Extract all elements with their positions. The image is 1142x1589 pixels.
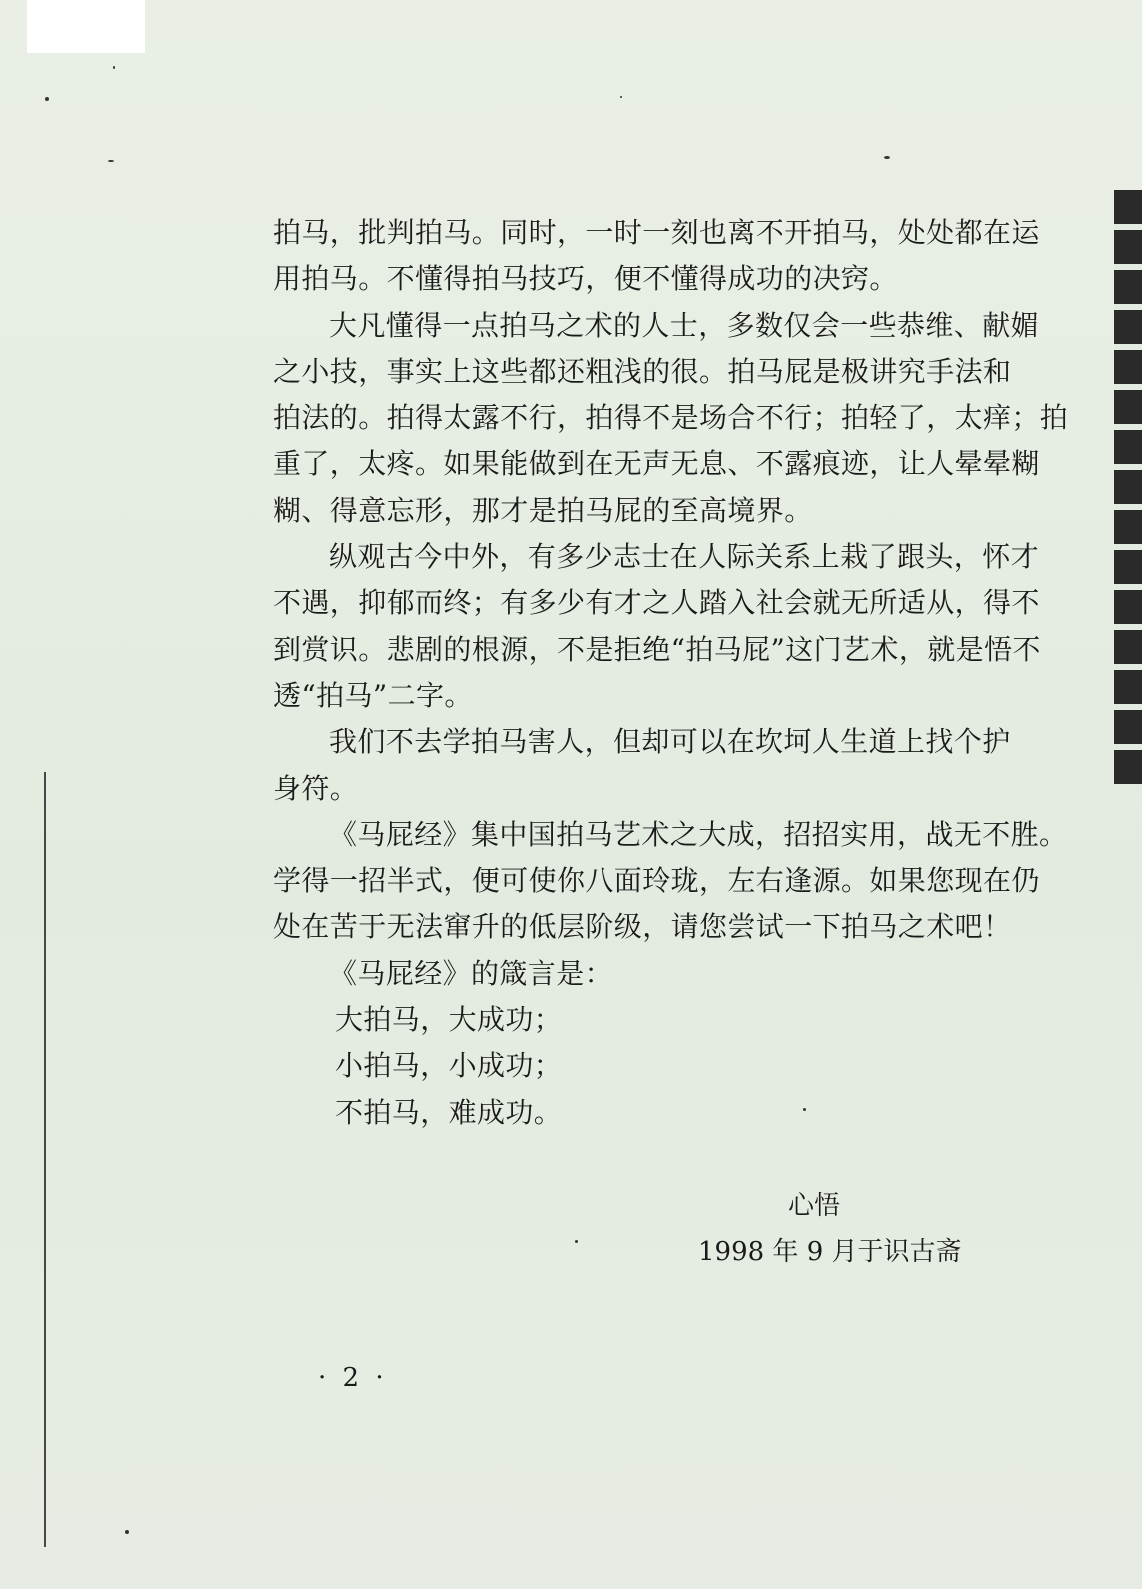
white-patch (27, 0, 145, 53)
text-line: 用拍马。不懂得拍马技巧，便不懂得成功的决窍。 (273, 262, 898, 296)
text-line: 处在苦于无法窜升的低层阶级，请您尝试一下拍马之术吧！ (273, 910, 1012, 944)
text-line: 《马屁经》的箴言是： (329, 956, 614, 990)
page-edge-shadow (1114, 190, 1142, 790)
motto-line: 小拍马，小成功； (335, 1049, 563, 1083)
margin-rule (44, 772, 46, 1547)
body-text (273, 210, 1069, 1136)
text-line: 不遇，抑郁而终；有多少有才之人踏入社会就无所适从，得不 (273, 586, 1040, 620)
text-line: 大凡懂得一点拍马之术的人士，多数仅会一些恭维、献媚 (329, 308, 1040, 342)
scan-speck (125, 1530, 129, 1534)
text-line: 之小技，事实上这些都还粗浅的很。拍马屁是极讲究手法和 (273, 354, 1012, 388)
text-line: 透“拍马”二字。 (273, 678, 473, 712)
scan-speck (108, 160, 114, 162)
text-line: 拍马，批判拍马。同时，一时一刻也离不开拍马，处处都在运 (273, 216, 1040, 249)
text-line: 重了，太疼。如果能做到在无声无息、不露痕迹，让人晕晕糊 (273, 447, 1040, 481)
text-line: 拍法的。拍得太露不行，拍得不是场合不行；拍轻了，太痒；拍 (273, 401, 1069, 435)
scan-speck (575, 1240, 578, 1243)
motto-line: 不拍马，难成功。 (335, 1095, 563, 1129)
text-line: 《马屁经》集中国拍马艺术之大成，招招实用，战无不胜。 (329, 817, 1068, 851)
motto-line: 大拍马，大成功； (335, 1003, 563, 1037)
text-line: 糊、得意忘形，那才是拍马屁的至高境界。 (273, 493, 813, 527)
text-line: 到赏识。悲剧的根源，不是拒绝“拍马屁”这门艺术，就是悟不 (273, 632, 1041, 666)
page-number: · 2 · (318, 1363, 388, 1393)
text-line: 纵观古今中外，有多少志士在人际关系上栽了跟头，怀才 (329, 540, 1040, 574)
date-line: 1998 年 9 月于识古斋 (698, 1237, 962, 1267)
text-line: 我们不去学拍马害人，但却可以在坎坷人生道上找个护 (329, 725, 1011, 759)
scan-speck (620, 96, 622, 98)
text-line: 学得一招半式，便可使你八面玲珑，左右逢源。如果您现在仍 (273, 864, 1040, 898)
text-line: 身符。 (273, 771, 359, 805)
scan-speck (884, 156, 890, 159)
scan-speck (45, 97, 49, 101)
scan-speck (113, 66, 115, 69)
author-signature: 心悟 (788, 1191, 841, 1221)
